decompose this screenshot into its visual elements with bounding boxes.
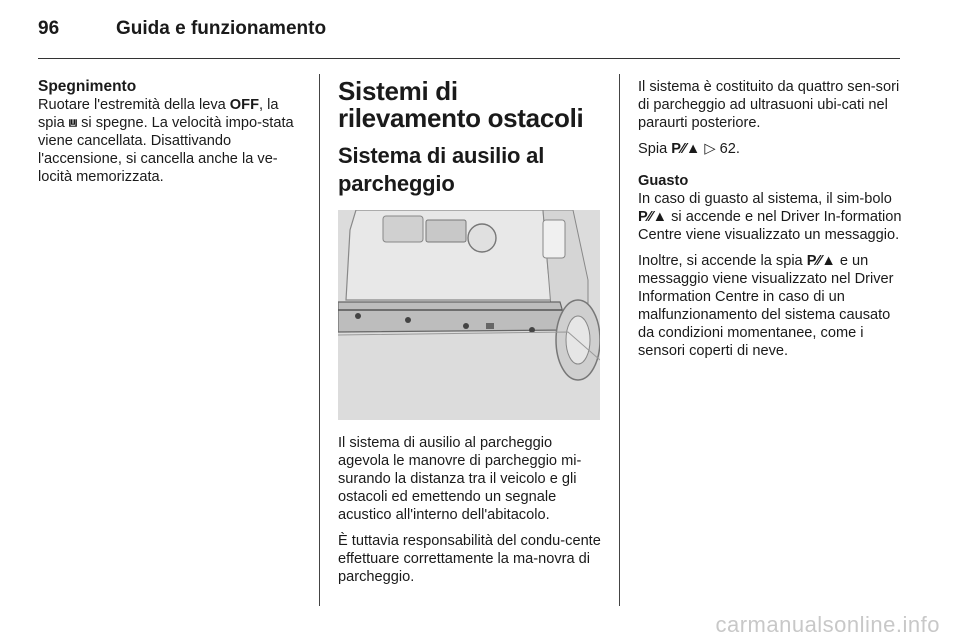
text-fragment: Inoltre, si accende la spia	[638, 253, 807, 269]
parking-assist-icon: P⁄⁄▲	[638, 209, 668, 225]
text-fragment: si spegne. La velocità impo-stata viene cancellata. Disattivando l'accensione, si cancella anche la ve-locità memorizzata.	[38, 115, 294, 185]
vehicle-rear-illustration	[338, 210, 600, 420]
subheading-ausilio-parcheggio: Sistema di ausilio al parcheggio	[338, 143, 545, 196]
page-title: Guida e funzionamento	[116, 18, 327, 39]
parking-sensors-illustration	[338, 210, 600, 420]
page-number: 96	[38, 18, 60, 39]
cruise-control-icon: ⩏	[68, 115, 78, 131]
bold-off: OFF	[229, 97, 259, 113]
paragraph-responsabilita: È tuttavia responsabilità del condu-cente effettuare correttamente la ma-novra di parcheggio.	[338, 533, 601, 585]
parking-assist-icon: P⁄⁄▲	[671, 141, 701, 157]
text-fragment: e un messaggio viene visualizzato nel Driver Information Centre in caso di un malfunzionamento del sistema causato da condizioni momentanee, come i sensori coperti di neve.	[638, 253, 894, 359]
column-1	[38, 78, 308, 194]
paragraph-spegnimento	[38, 96, 308, 186]
watermark: carmanualsonline.info	[715, 612, 940, 637]
page-reference-arrow-icon: ▷	[704, 141, 716, 157]
section-heading-guasto: Guasto	[638, 173, 689, 189]
header-rule	[38, 58, 900, 59]
section-heading-spegnimento: Spegnimento	[38, 78, 137, 95]
section-heading-rilevamento: Sistemi di rilevamento ostacoli	[338, 76, 584, 133]
text-fragment: si accende e nel Driver In-formation Centre viene visualizzato un messaggio.	[638, 209, 902, 243]
paragraph-spia-ref	[638, 140, 904, 158]
text-fragment: , la spia	[38, 97, 279, 131]
column-divider-2	[619, 74, 620, 606]
paragraph-ausilio-intro: Il sistema di ausilio al parcheggio agevola le manovre di parcheggio mi-surando la distanza tra il veicolo e gli ostacoli ed emettendo un segnale acustico all'interno dell'abitacolo.	[338, 435, 582, 523]
column-divider-1	[319, 74, 320, 606]
paragraph-guasto	[638, 190, 904, 244]
paragraph-inoltre	[638, 252, 904, 360]
column-2	[338, 78, 606, 594]
text-fragment: Ruotare l'estremità della leva	[38, 97, 230, 113]
page-reference: 62.	[715, 141, 740, 157]
text-fragment: Spia	[638, 141, 672, 157]
parking-assist-icon: P⁄⁄▲	[806, 253, 836, 269]
paragraph-sensori: Il sistema è costituito da quattro sen-sori di parcheggio ad ultrasuoni ubi-cati nel paraurti posteriore.	[638, 79, 900, 131]
text-fragment: In caso di guasto al sistema, il sim-bolo	[638, 191, 892, 207]
column-3	[638, 78, 904, 368]
